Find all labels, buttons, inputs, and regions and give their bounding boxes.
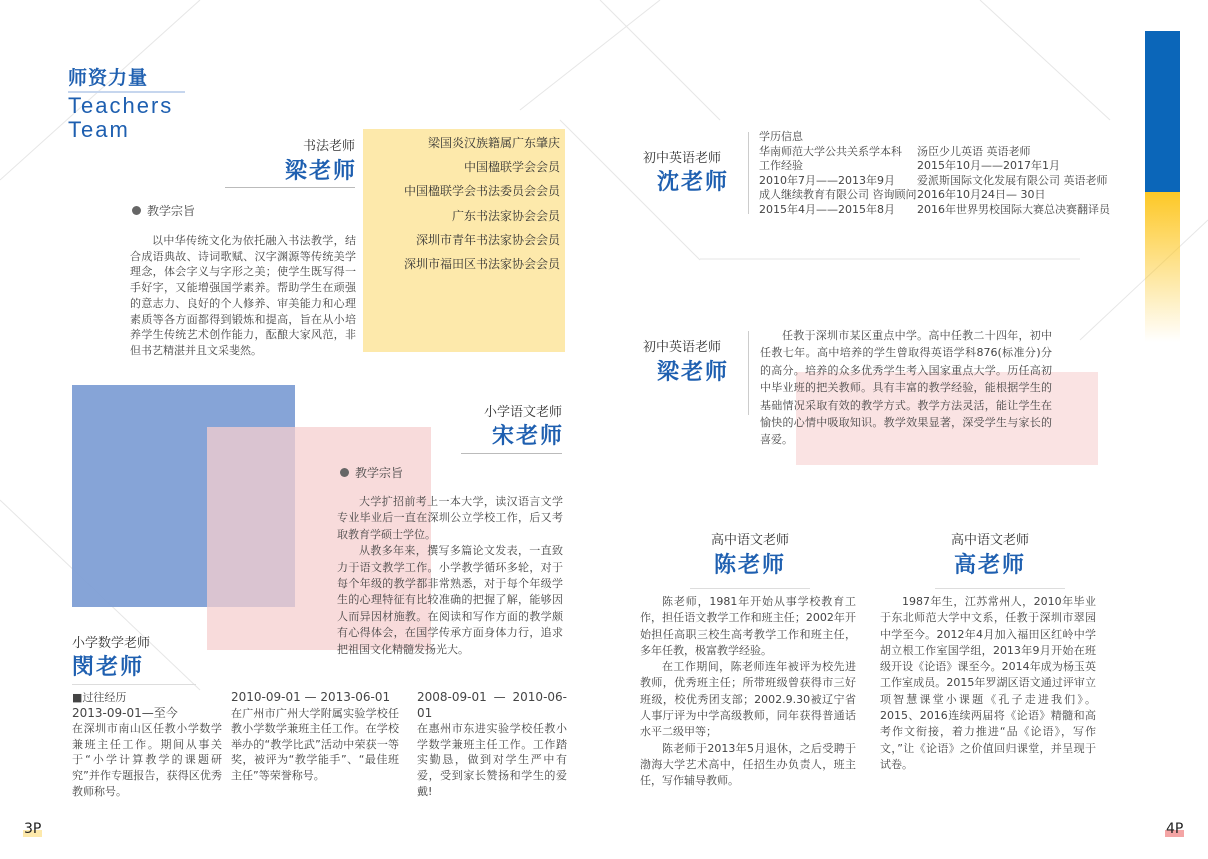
history-col-3 xyxy=(417,690,567,799)
teacher-name: 沈老师 xyxy=(657,170,730,195)
section-heading xyxy=(132,202,195,219)
honors-list xyxy=(363,131,560,276)
page-number-left: 3P xyxy=(24,821,42,837)
honor-item: 梁国炎汉族籍属广东肇庆 xyxy=(427,136,560,150)
teacher-role: 书法老师 xyxy=(302,139,355,154)
paragraph: 以中华传统文化为依托融入书法教学，结合成语典故、诗词歌赋、汉字渊源等传统美学理念，体会字义与字形之美；使学生既写得一手好字，又能增强国学素养。帮助学生在顽强的意志力、良好的个人修养、审美能力和心理素质等各方面都得到锻炼和提高，旨在从小培养学生传统艺术创作能力，酝酿大家风范，非但书艺精湛并且文采斐然。 xyxy=(130,234,356,357)
name-divider xyxy=(690,588,810,589)
paragraph: 陈老师于2013年5月退休，之后受聘于渤海大学艺术高中，任招生办负责人，班主任，写作辅导教师。 xyxy=(640,741,856,788)
info-line: 成人继续教育有限公司 咨询顾问 xyxy=(759,188,917,202)
teacher-role: 高中语文老师 xyxy=(950,533,1029,548)
name-divider xyxy=(935,588,1065,589)
info-line: 2016年世界男校国际大赛总决赛翻译员 xyxy=(917,202,1110,216)
shen-info-col-2 xyxy=(917,145,1110,218)
teaching-philosophy xyxy=(130,233,356,359)
teaching-philosophy xyxy=(337,494,563,658)
history-period: 2008-09-01 — 2010-06-01 xyxy=(417,690,567,720)
info-line: 2015年4月——2015年8月 xyxy=(759,202,895,216)
info-line: 汤臣少儿英语 英语老师 xyxy=(917,144,1031,158)
info-line: 华南师范大学公共关系学本科 xyxy=(759,144,902,158)
paragraph: 大学扩招前考上一本大学，读汉语言文学专业毕业后一直在深圳公立学校工作，后又考取教育学硕士学位。 xyxy=(337,495,563,541)
vertical-divider xyxy=(748,331,749,415)
teacher-role: 初中英语老师 xyxy=(643,340,722,355)
teacher-role: 初中英语老师 xyxy=(643,151,722,166)
honor-item: 中国楹联学会会员 xyxy=(463,160,560,175)
paragraph: 从教多年来，撰写多篇论文发表，一直致力于语文教学工作。小学教学循环多轮，对于每个年级的教学都非常熟悉，对于每个年级学生的心理特征有比较准确的把握了解，能够因人而异因材施教。在阅读和写作方面的教学颇有心得体会，在国学传承方面身体力行，追求把祖国文化精髓发扬光大。 xyxy=(337,544,563,656)
teacher-role: 小学语文老师 xyxy=(483,405,562,420)
history-period: 2013-09-01—至今 xyxy=(72,705,178,720)
info-line: 2015年10月——2017年1月 xyxy=(917,159,1060,173)
info-line: 工作经验 xyxy=(759,159,803,173)
teacher-name: 高老师 xyxy=(953,553,1026,578)
history-text: 在广州市广州大学附属实验学校任教小学数学兼班主任工作。在学校举办的“教学比武”活动中荣获一等奖，被评为“教学能手”、“最佳班主任”等荣誉称号。 xyxy=(231,706,399,782)
honor-item: 深圳市青年书法家协会会员 xyxy=(415,232,560,247)
teacher-bio xyxy=(880,594,1096,773)
shen-info-col-1 xyxy=(759,130,917,218)
title-english-line2: Team xyxy=(68,117,130,142)
info-line: 爱派斯国际文化发展有限公司 英语老师 xyxy=(917,173,1108,187)
name-divider xyxy=(461,453,562,454)
name-divider xyxy=(72,684,196,685)
teacher-role: 小学数学老师 xyxy=(72,636,151,651)
paragraph: 1987年生，江苏常州人，2010年毕业于东北师范大学中文系，任教于深圳市翠园中学至今。2012年4月加入福田区红岭中学胡立根工作室国学组，2013年9月开始在班级开设《论语》课至今。2014年成为杨玉英工作室成员。2015年罗湖区语文通过评审立项智慧课堂小课题《孔子走进我们》。2015、2016连续两届将《论语》精髓和高考作文衔接，着力推进“品《论语》，写作文，”让《论语》之价值回归课堂，并呈现于试卷。 xyxy=(880,595,1096,771)
section-title: 师资力量 xyxy=(68,67,149,89)
paragraph: 任教于深圳市某区重点中学。高中任教二十四年，初中任教七年。高中培养的学生曾取得英语学科876(标准分)分的高分。培养的众多优秀学生考入国家重点大学。历任高初中毕业班的把关教师。具有丰富的教学经验，能根据学生的基础情况采取有效的教学方式。教学方法灵活，能让学生在愉快的心情中吸取知识。教学效果显著，深受学生与家长的喜爱。 xyxy=(760,329,1052,447)
bullet-icon xyxy=(340,468,349,477)
teacher-name: 梁老师 xyxy=(284,159,357,184)
info-line: 2016年10月24日— 30日 xyxy=(917,188,1046,202)
accent-bar-yellow xyxy=(1145,192,1180,342)
history-col-2 xyxy=(231,690,399,784)
honor-item: 深圳市福田区书法家协会会员 xyxy=(403,257,560,272)
bullet-icon xyxy=(132,206,141,215)
vertical-divider xyxy=(748,132,749,214)
teacher-role: 高中语文老师 xyxy=(710,533,789,548)
teacher-name: 閔老师 xyxy=(72,655,145,680)
info-line: 学历信息 xyxy=(759,130,803,143)
paragraph: 在工作期间，陈老师连年被评为校先进教师，优秀班主任；所带班级曾获得市三好班级，校优秀团支部；2002.9.30被辽宁省人事厅评为中学高级教师，同年获得普通话水平二级甲等； xyxy=(640,660,856,739)
teacher-name: 梁老师 xyxy=(657,360,730,385)
teacher-name: 陈老师 xyxy=(713,553,786,578)
history-text: 在惠州市东进实验学校任教小学数学兼班主任工作。工作踏实勤恳，做到对学生严中有爱，受到家长赞扬和学生的爱戴! xyxy=(417,722,567,798)
section-label: 教学宗旨 xyxy=(355,466,404,480)
section-label: 教学宗旨 xyxy=(147,204,196,218)
paragraph: 陈老师，1981年开始从事学校教育工作，担任语文教学工作和班主任；2002年开始担任高职三校生高考教学工作和班主任，多年任教，极富教学经验。 xyxy=(640,595,856,657)
title-english-line1: Teachers xyxy=(68,93,174,118)
section-heading xyxy=(340,464,403,481)
honor-item: 广东书法家协会会员 xyxy=(451,208,560,223)
teacher-name: 宋老师 xyxy=(491,424,564,449)
history-period: 2010-09-01 — 2013-06-01 xyxy=(231,690,391,704)
accent-bar-blue xyxy=(1145,31,1180,192)
name-divider xyxy=(225,187,355,188)
teacher-bio xyxy=(640,594,856,790)
section-label: ■过往经历 xyxy=(72,691,127,704)
teacher-bio xyxy=(760,327,1052,449)
info-line: 2010年7月——2013年9月 xyxy=(759,173,895,187)
history-col-1 xyxy=(72,690,222,799)
history-text: 在深圳市南山区任教小学数学兼班主任工作。期间从事关于“小学计算教学的课题研究”并作专题报告，获得区优秀教师称号。 xyxy=(72,722,222,798)
page-number-right: 4P xyxy=(1166,821,1184,837)
honor-item: 中国楹联学会书法委员会会员 xyxy=(403,184,560,199)
